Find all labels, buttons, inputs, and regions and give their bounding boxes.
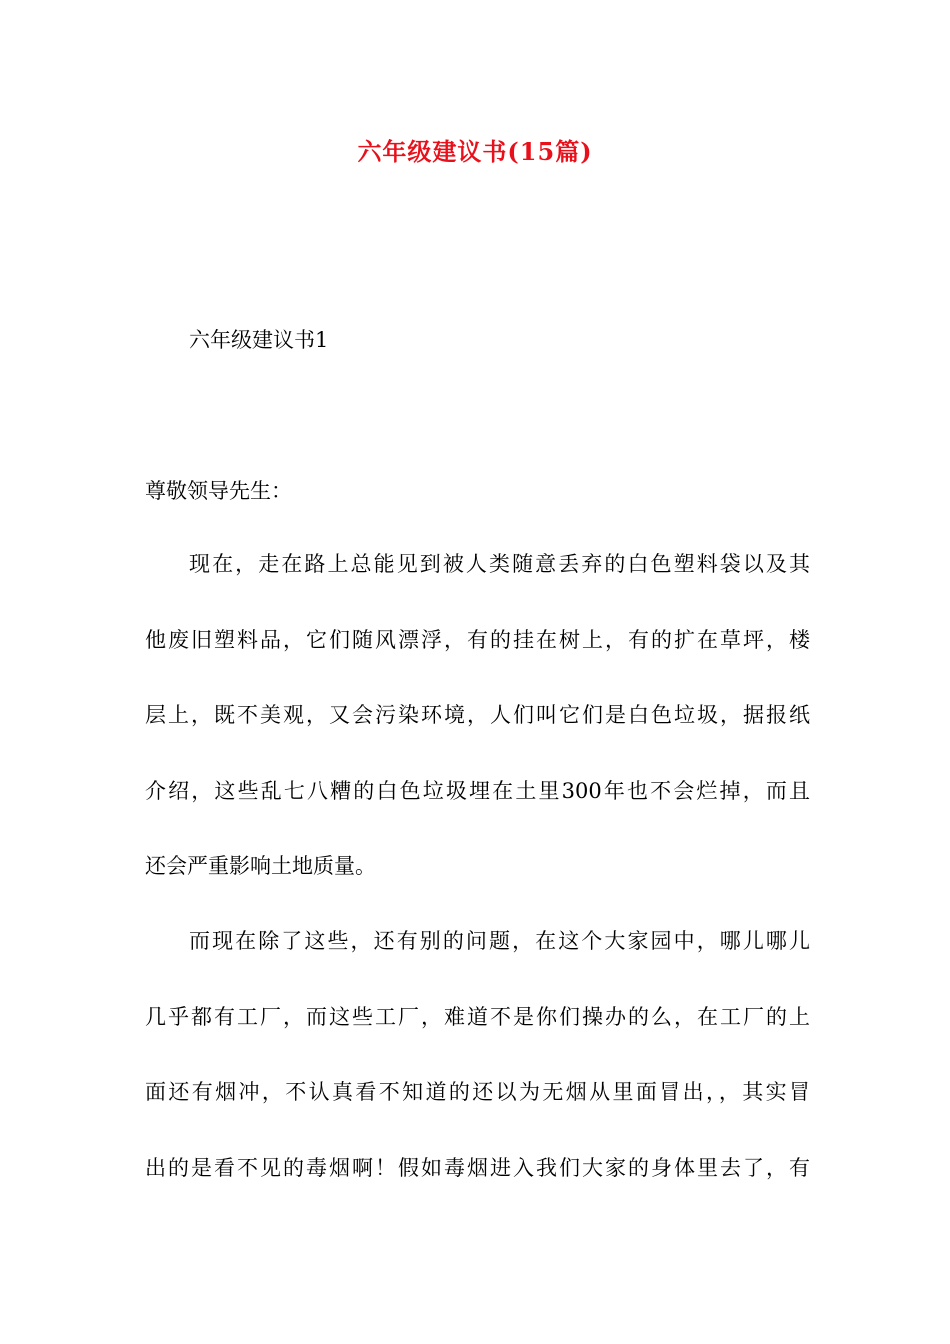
paragraph-line: 介绍，这些乱七八糟的白色垃圾埋在土里300年也不会烂掉，而且: [145, 778, 810, 803]
paragraph-line: 而现在除了这些，还有别的问题，在这个大家园中，哪儿哪儿: [189, 929, 810, 953]
salutation: 尊敬领导先生：: [145, 479, 292, 503]
paragraph-line: 还会严重影响土地质量。: [145, 854, 376, 878]
paragraph-line: 他废旧塑料品，它们随风漂浮，有的挂在树上，有的扩在草坪，楼: [145, 627, 810, 652]
document-title: 六年级建议书(15篇): [357, 137, 593, 166]
paragraph-line: 出的是看不见的毒烟啊！假如毒烟进入我们大家的身体里去了，有: [145, 1155, 810, 1180]
paragraph-line: 现在，走在路上总能见到被人类随意丢弃的白色塑料袋以及其: [189, 552, 810, 576]
paragraph-line: 几乎都有工厂，而这些工厂，难道不是你们操办的么，在工厂的上: [145, 1004, 810, 1029]
paragraph-1: [145, 527, 810, 905]
paragraph-2: [145, 904, 810, 1206]
paragraph-line: 层上，既不美观，又会污染环境，人们叫它们是白色垃圾，据报纸: [145, 703, 810, 727]
section-heading: 六年级建议书1: [189, 328, 329, 352]
paragraph-line: 面还有烟冲，不认真看不知道的还以为无烟从里面冒出，，其实冒: [145, 1080, 810, 1104]
